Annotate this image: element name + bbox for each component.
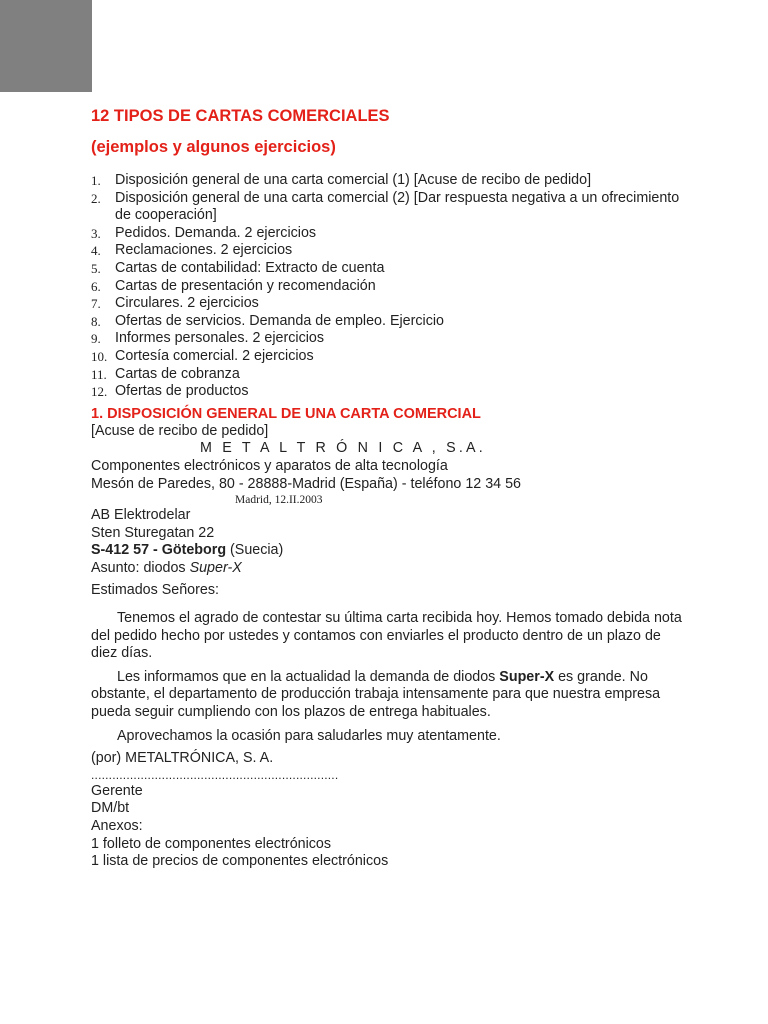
toc-number: 3.: [91, 225, 101, 241]
signature-line: ......................................................................: [91, 767, 339, 782]
toc-item: [91, 242, 691, 260]
toc-text: Cartas de cobranza: [115, 365, 240, 382]
toc-item: [91, 278, 691, 296]
letter-date: Madrid, 12.II.2003: [235, 494, 323, 507]
toc-number: 10.: [91, 348, 108, 364]
toc-item: [91, 260, 691, 278]
recipient-postal-city: S-412 57 - Göteborg: [91, 542, 227, 559]
toc-text: Disposición general de una carta comercial (1) [Acuse de recibo de pedido]: [115, 172, 592, 188]
recipient-city: [91, 542, 691, 560]
toc-item: [91, 295, 691, 313]
toc-text: Reclamaciones. 2 ejercicios: [115, 242, 293, 259]
toc-text: Circulares. 2 ejercicios: [115, 295, 259, 312]
toc-number: 6.: [91, 278, 101, 294]
toc-number: 12.: [91, 384, 108, 400]
corner-gray-block: [0, 0, 92, 92]
toc-number: 8.: [91, 313, 101, 329]
toc-text: Cartas de contabilidad: Extracto de cuenta: [115, 259, 385, 276]
subject-product: Super-X: [189, 559, 242, 576]
paragraph-2-product: Super-X: [499, 668, 555, 685]
toc-number: 1.: [91, 173, 101, 188]
toc-number: 5.: [91, 260, 101, 276]
recipient-street: Sten Sturegatan 22: [91, 524, 215, 541]
toc-text: Cortesía comercial. 2 ejercicios: [115, 347, 314, 364]
toc-item: [91, 366, 691, 384]
page-subtitle: (ejemplos y algunos ejercicios): [91, 138, 336, 156]
section-heading: 1. DISPOSICIÓN GENERAL DE UNA CARTA COMERCIAL: [91, 405, 481, 422]
toc-item: [91, 190, 691, 225]
annex-item: 1 folleto de componentes electrónicos: [91, 835, 332, 852]
toc-number: 9.: [91, 331, 101, 347]
paragraph-2-end: es grande. No obstante, el departamento de producción trabaja intensamente para que nuestra empresa pueda seguir cumpliendo con los plazos de entrega habituales.: [91, 668, 661, 721]
toc-item: [91, 330, 691, 348]
toc-item: [91, 313, 691, 331]
toc-text: Cartas de presentación y recomendación: [115, 277, 376, 294]
toc-item: [91, 172, 691, 190]
annex-label: Anexos:: [91, 818, 143, 834]
letter-paragraph-2: [91, 669, 691, 722]
recipient-name: AB Elektrodelar: [91, 507, 191, 524]
reference-initials: DM/bt: [91, 800, 130, 817]
toc-text: Ofertas de servicios. Demanda de empleo. Ejercicio: [115, 312, 444, 329]
recipient-country: (Suecia): [226, 542, 284, 559]
paragraph-2-start: Les informamos que en la actualidad la demanda de diodos: [117, 668, 500, 685]
signer-position: Gerente: [91, 782, 143, 799]
annex-item: 1 lista de precios de componentes electrónicos: [91, 853, 389, 870]
letterhead-company: M E T A L T R Ó N I C A , S.A.: [200, 440, 486, 457]
toc-text: Ofertas de productos: [115, 383, 249, 400]
letter-paragraph-3: Aprovechamos la ocasión para saludarles muy atentamente.: [117, 727, 501, 744]
toc-number: 4.: [91, 243, 101, 259]
toc-item: [91, 225, 691, 243]
toc-text: Pedidos. Demanda. 2 ejercicios: [115, 224, 317, 241]
toc-text: Informes personales. 2 ejercicios: [115, 330, 324, 347]
section-subheading: [Acuse de recibo de pedido]: [91, 422, 269, 439]
letterhead-address: Mesón de Paredes, 80 - 28888-Madrid (España) - teléfono 12 34 56: [91, 475, 521, 492]
toc-text: Disposición general de una carta comercial (2) [Dar respuesta negativa a un ofrecimiento de cooperación]: [115, 189, 680, 224]
letter-paragraph-1: Tenemos el agrado de contestar su última carta recibida hoy. Hemos tomado debida nota del pedido hecho por ustedes y contamos con enviarles el producto dentro de un plazo de diez días.: [91, 610, 682, 662]
toc-number: 11.: [91, 366, 107, 382]
toc-item: [91, 348, 691, 366]
page-title: 12 TIPOS DE CARTAS COMERCIALES: [91, 107, 390, 125]
toc-number: 2.: [91, 190, 101, 206]
toc-item: [91, 383, 691, 401]
letterhead-description: Componentes electrónicos y aparatos de alta tecnología: [91, 457, 448, 474]
table-of-contents: [91, 172, 691, 401]
letter-signoff: (por) METALTRÓNICA, S. A.: [91, 750, 274, 767]
document-body: [91, 106, 691, 871]
toc-number: 7.: [91, 296, 101, 312]
subject-prefix: Asunto: diodos: [91, 559, 190, 576]
letter-subject: [91, 560, 691, 578]
letter-greeting: Estimados Señores:: [91, 582, 219, 599]
